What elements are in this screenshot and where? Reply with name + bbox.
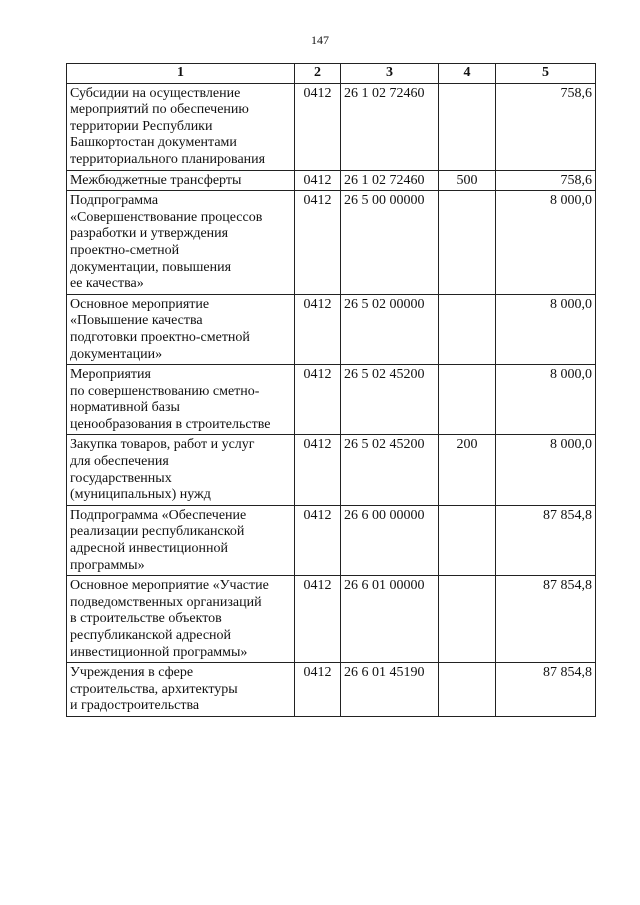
row-section: 0412 [295,663,341,717]
row-expense-kind [439,294,496,364]
row-expense-kind [439,505,496,575]
row-amount: 758,6 [496,83,596,170]
row-name: Учреждения в сфере строительства, архитектуры и градостроительства [67,663,295,717]
row-expense-kind [439,83,496,170]
row-target-code: 26 5 02 00000 [341,294,439,364]
row-target-code: 26 1 02 72460 [341,83,439,170]
row-amount: 87 854,8 [496,663,596,717]
header-col-4: 4 [439,64,496,84]
row-section: 0412 [295,170,341,191]
row-expense-kind: 500 [439,170,496,191]
row-name: Подпрограмма «Совершенствование процессов разработки и утверждения проектно-сметной документации, повышения ее качества» [67,191,295,295]
row-section: 0412 [295,435,341,505]
row-target-code: 26 6 01 45190 [341,663,439,717]
table-row [67,505,596,575]
row-name: Мероприятия по совершенствованию сметно- нормативной базы ценообразования в строительстве [67,365,295,435]
row-expense-kind [439,365,496,435]
table-row [67,435,596,505]
row-name: Субсидии на осуществление мероприятий по обеспечению территории Республики Башкортостан документами территориального планирования [67,83,295,170]
table-row [67,191,596,295]
row-name: Межбюджетные трансферты [67,170,295,191]
row-amount: 87 854,8 [496,505,596,575]
row-amount: 87 854,8 [496,576,596,663]
table-row [67,576,596,663]
row-target-code: 26 5 02 45200 [341,435,439,505]
page-number: 147 [311,33,329,47]
row-section: 0412 [295,576,341,663]
header-col-5: 5 [496,64,596,84]
row-amount: 8 000,0 [496,191,596,295]
row-expense-kind [439,576,496,663]
header-col-1: 1 [67,64,295,84]
table-header-row [67,64,596,84]
header-col-3: 3 [341,64,439,84]
table-row [67,663,596,717]
row-section: 0412 [295,365,341,435]
table-row [67,365,596,435]
row-expense-kind: 200 [439,435,496,505]
row-amount: 8 000,0 [496,294,596,364]
row-section: 0412 [295,505,341,575]
row-amount: 8 000,0 [496,435,596,505]
header-col-2: 2 [295,64,341,84]
row-amount: 758,6 [496,170,596,191]
table-row [67,294,596,364]
row-name: Закупка товаров, работ и услуг для обеспечения государственных (муниципальных) нужд [67,435,295,505]
row-target-code: 26 6 01 00000 [341,576,439,663]
row-expense-kind [439,663,496,717]
row-name: Основное мероприятие «Повышение качества подготовки проектно-сметной документации» [67,294,295,364]
row-section: 0412 [295,83,341,170]
row-name: Подпрограмма «Обеспечение реализации республиканской адресной инвестиционной программы» [67,505,295,575]
row-section: 0412 [295,294,341,364]
row-target-code: 26 5 00 00000 [341,191,439,295]
row-target-code: 26 1 02 72460 [341,170,439,191]
row-expense-kind [439,191,496,295]
row-target-code: 26 5 02 45200 [341,365,439,435]
table-row [67,170,596,191]
row-target-code: 26 6 00 00000 [341,505,439,575]
row-section: 0412 [295,191,341,295]
budget-table [66,63,596,717]
table-row [67,83,596,170]
row-amount: 8 000,0 [496,365,596,435]
row-name: Основное мероприятие «Участие подведомственных организаций в строительстве объектов республиканской адресной инвестиционной программы» [67,576,295,663]
